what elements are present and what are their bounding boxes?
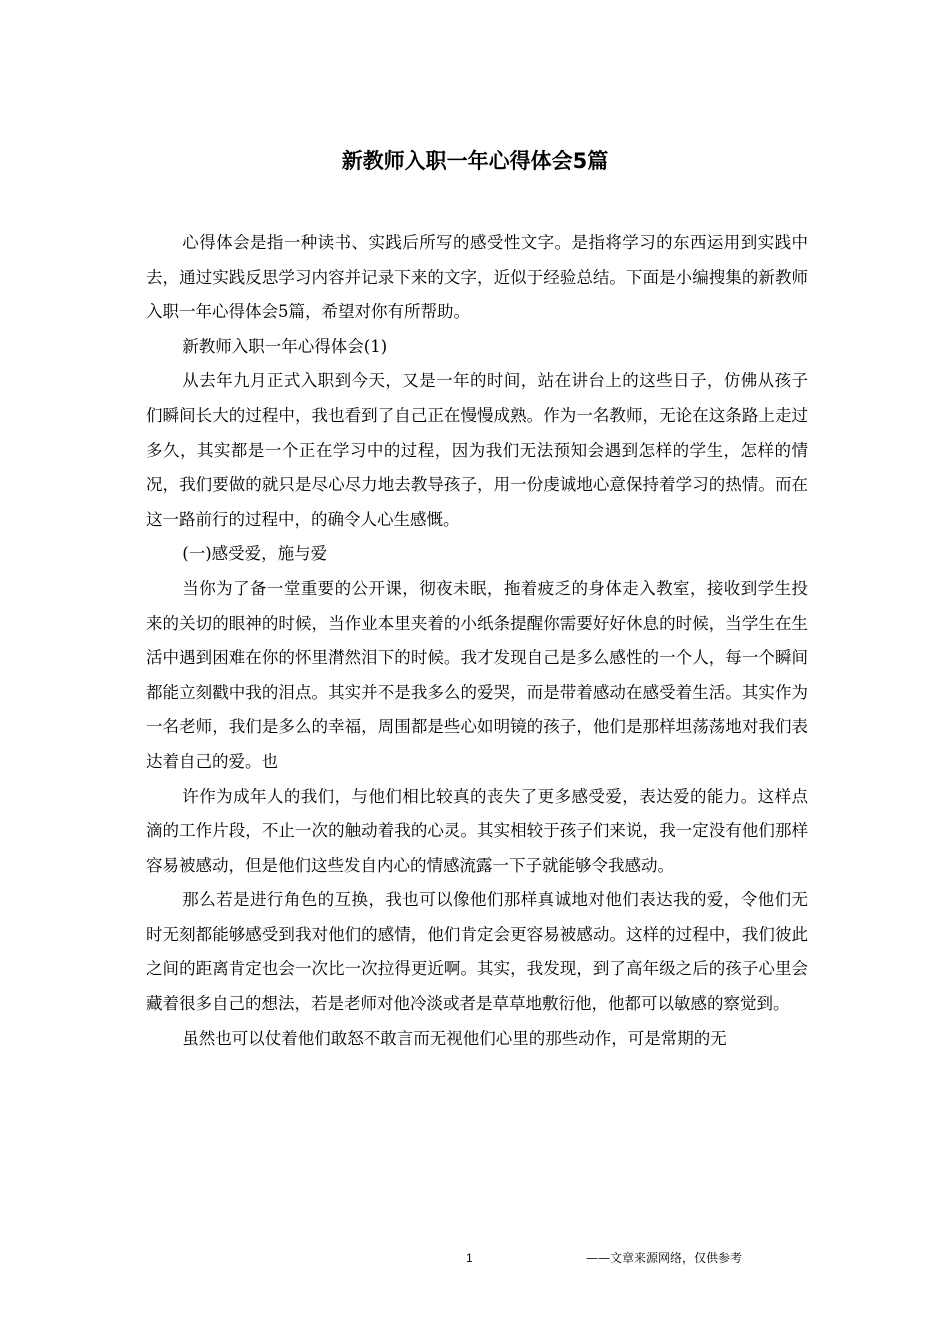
body-paragraph: 当你为了备一堂重要的公开课，彻夜未眠，拖着疲乏的身体走入教室，接收到学生投来的关切的眼神的时候，当作业本里夹着的小纸条提醒你需要好好休息的时候，当学生在生活中遇到困难在你的怀里潸然泪下的时候。我才发现自己是多么感性的一个人，每一个瞬间都能立刻戳中我的泪点。其实并不是我多么的爱哭，而是带着感动在感受着生活。其实作为一名老师，我们是多么的幸福，周围都是些心如明镜的孩子，他们是那样坦荡荡地对我们表达着自己的爱。也 [146, 578, 808, 771]
body-paragraph: 虽然也可以仗着他们敢怒不敢言而无视他们心里的那些动作，可是常期的无 [182, 1028, 727, 1048]
footer-note: ——文章来源网络，仅供参考 [586, 1251, 743, 1265]
subsection-heading: (一)感受爱，施与爱 [182, 544, 328, 564]
body-paragraph: 许作为成年人的我们，与他们相比较真的丧失了更多感受爱，表达爱的能力。这样点滴的工作片段，不止一次的触动着我的心灵。其实相较于孩子们来说，我一定没有他们那样容易被感动，但是他们这些发自内心的情感流露一下子就能够令我感动。 [146, 786, 808, 875]
body-paragraph: 从去年九月正式入职到今天，又是一年的时间，站在讲台上的这些日子，仿佛从孩子们瞬间长大的过程中，我也看到了自己正在慢慢成熟。作为一名教师，无论在这条路上走过多久，其实都是一个正在学习中的过程，因为我们无法预知会遇到怎样的学生，怎样的情况，我们要做的就只是尽心尽力地去教导孩子，用一份虔诚地心意保持着学习的热情。而在这一路前行的过程中，的确令人心生感慨。 [146, 371, 808, 529]
section-heading: 新教师入职一年心得体会(1) [182, 336, 388, 356]
page-number: 1 [466, 1251, 473, 1265]
document-title: 新教师入职一年心得体会5篇 [341, 149, 609, 173]
document-body [146, 226, 808, 1056]
body-paragraph: 那么若是进行角色的互换，我也可以像他们那样真诚地对他们表达我的爱，令他们无时无刻都能够感受到我对他们的感情，他们肯定会更容易被感动。这样的过程中，我们彼此之间的距离肯定也会一次比一次拉得更近啊。其实，我发现，到了高年级之后的孩子心里会藏着很多自己的想法，若是老师对他冷淡或者是草草地敷衍他，他都可以敏感的察觉到。 [146, 890, 808, 1014]
intro-paragraph: 心得体会是指一种读书、实践后所写的感受性文字。是指将学习的东西运用到实践中去，通过实践反思学习内容并记录下来的文字，近似于经验总结。下面是小编搜集的新教师入职一年心得体会5篇，希望对你有所帮助。 [146, 233, 808, 322]
